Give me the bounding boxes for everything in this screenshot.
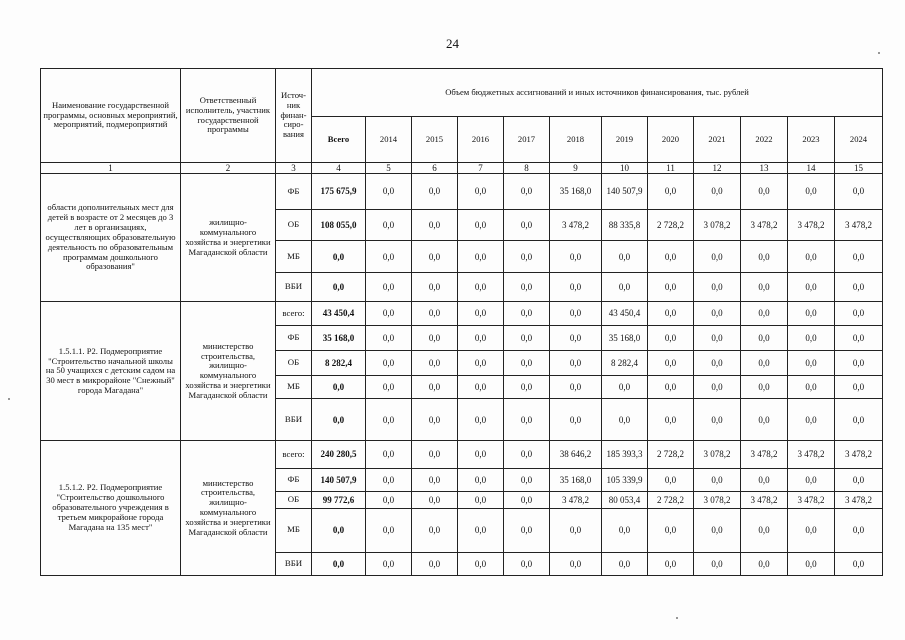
year-value-cell: 0,0: [366, 174, 412, 210]
year-value-cell: 0,0: [366, 441, 412, 468]
year-value-cell: 0,0: [694, 376, 741, 399]
year-value-cell: 0,0: [550, 508, 602, 552]
year-value-cell: 0,0: [602, 241, 648, 273]
year-value-cell: 0,0: [694, 325, 741, 350]
funding-source-cell: МБ: [276, 241, 312, 273]
total-cell: 108 055,0: [312, 209, 366, 241]
total-cell: 0,0: [312, 508, 366, 552]
header-year: 2016: [458, 117, 504, 163]
year-value-cell: 3 478,2: [835, 441, 883, 468]
scan-speck: [878, 52, 880, 54]
year-value-cell: 0,0: [550, 272, 602, 301]
year-value-cell: 0,0: [458, 508, 504, 552]
header-year: 2017: [504, 117, 550, 163]
year-value-cell: 3 478,2: [550, 209, 602, 241]
year-value-cell: 0,0: [694, 468, 741, 491]
year-value-cell: 0,0: [550, 399, 602, 441]
year-value-cell: 0,0: [504, 508, 550, 552]
total-cell: 0,0: [312, 241, 366, 273]
year-value-cell: 0,0: [694, 174, 741, 210]
column-index-cell: 14: [788, 163, 835, 174]
year-value-cell: 0,0: [788, 399, 835, 441]
year-value-cell: 0,0: [788, 272, 835, 301]
year-value-cell: 0,0: [648, 325, 694, 350]
year-value-cell: 0,0: [366, 376, 412, 399]
year-value-cell: 0,0: [788, 508, 835, 552]
year-value-cell: 0,0: [458, 441, 504, 468]
year-value-cell: 0,0: [694, 302, 741, 325]
header-year: 2015: [412, 117, 458, 163]
year-value-cell: 8 282,4: [602, 350, 648, 375]
year-value-cell: 0,0: [788, 376, 835, 399]
year-value-cell: 0,0: [741, 508, 788, 552]
funding-source-cell: ОБ: [276, 209, 312, 241]
year-value-cell: 0,0: [694, 350, 741, 375]
column-index-cell: 1: [41, 163, 181, 174]
year-value-cell: 0,0: [835, 350, 883, 375]
year-value-cell: 0,0: [741, 376, 788, 399]
year-value-cell: 80 053,4: [602, 491, 648, 508]
year-value-cell: 0,0: [504, 302, 550, 325]
year-value-cell: 0,0: [694, 508, 741, 552]
year-value-cell: 0,0: [788, 350, 835, 375]
year-value-cell: 0,0: [835, 302, 883, 325]
header-year: 2020: [648, 117, 694, 163]
column-index-cell: 6: [412, 163, 458, 174]
year-value-cell: 0,0: [412, 552, 458, 575]
header-year: 2018: [550, 117, 602, 163]
year-value-cell: 3 478,2: [788, 441, 835, 468]
funding-source-cell: ВБИ: [276, 399, 312, 441]
year-value-cell: 0,0: [602, 376, 648, 399]
year-value-cell: 0,0: [835, 376, 883, 399]
year-value-cell: 0,0: [458, 350, 504, 375]
year-value-cell: 0,0: [602, 552, 648, 575]
page-number: 24: [446, 36, 459, 51]
year-value-cell: 0,0: [366, 468, 412, 491]
header-year: 2014: [366, 117, 412, 163]
total-cell: 35 168,0: [312, 325, 366, 350]
year-value-cell: 0,0: [412, 174, 458, 210]
executor-cell: жилищно-коммунального хозяйства и энергетики Магаданской области: [181, 174, 276, 302]
year-value-cell: 0,0: [412, 209, 458, 241]
year-value-cell: 0,0: [741, 552, 788, 575]
column-index-cell: 2: [181, 163, 276, 174]
funding-source-cell: МБ: [276, 508, 312, 552]
year-value-cell: 0,0: [788, 174, 835, 210]
funding-source-cell: ФБ: [276, 325, 312, 350]
column-index-cell: 8: [504, 163, 550, 174]
year-value-cell: 0,0: [412, 491, 458, 508]
year-value-cell: 0,0: [366, 350, 412, 375]
year-value-cell: 185 393,3: [602, 441, 648, 468]
year-value-cell: 0,0: [550, 350, 602, 375]
header-total: Всего: [312, 117, 366, 163]
year-value-cell: 0,0: [504, 241, 550, 273]
year-value-cell: 0,0: [412, 399, 458, 441]
year-value-cell: 0,0: [412, 468, 458, 491]
year-value-cell: 0,0: [694, 272, 741, 301]
column-index-cell: 13: [741, 163, 788, 174]
executor-cell: министерство строительства, жилищно-коммунального хозяйства и энергетики Магаданской области: [181, 441, 276, 576]
funding-source-cell: ОБ: [276, 350, 312, 375]
year-value-cell: 0,0: [366, 552, 412, 575]
year-value-cell: 0,0: [835, 272, 883, 301]
total-cell: 0,0: [312, 376, 366, 399]
year-value-cell: 0,0: [366, 241, 412, 273]
year-value-cell: 0,0: [550, 241, 602, 273]
year-value-cell: 0,0: [550, 376, 602, 399]
year-value-cell: 105 339,9: [602, 468, 648, 491]
funding-source-cell: ВБИ: [276, 272, 312, 301]
year-value-cell: 0,0: [648, 350, 694, 375]
column-index-cell: 10: [602, 163, 648, 174]
funding-source-cell: ФБ: [276, 174, 312, 210]
header-year: 2022: [741, 117, 788, 163]
column-index-cell: 15: [835, 163, 883, 174]
year-value-cell: 0,0: [835, 399, 883, 441]
year-value-cell: 0,0: [504, 552, 550, 575]
column-index-cell: 11: [648, 163, 694, 174]
year-value-cell: 0,0: [835, 508, 883, 552]
year-value-cell: 3 478,2: [741, 491, 788, 508]
year-value-cell: 0,0: [504, 325, 550, 350]
year-value-cell: 0,0: [648, 302, 694, 325]
year-value-cell: 2 728,2: [648, 491, 694, 508]
year-value-cell: 0,0: [412, 325, 458, 350]
year-value-cell: 3 078,2: [694, 441, 741, 468]
program-name-cell: 1.5.1.2. Р2. Подмероприятие "Строительство дошкольного образовательного учреждения в третьем микрорайоне города Магадана на 135 мест": [41, 441, 181, 576]
year-value-cell: 35 168,0: [602, 325, 648, 350]
total-cell: 99 772,6: [312, 491, 366, 508]
year-value-cell: 0,0: [835, 552, 883, 575]
year-value-cell: 0,0: [648, 552, 694, 575]
year-value-cell: 0,0: [741, 272, 788, 301]
year-value-cell: 0,0: [458, 325, 504, 350]
total-cell: 175 675,9: [312, 174, 366, 210]
year-value-cell: 0,0: [694, 241, 741, 273]
funding-source-cell: ВБИ: [276, 552, 312, 575]
year-value-cell: 0,0: [504, 174, 550, 210]
funding-source-cell: всего:: [276, 302, 312, 325]
year-value-cell: 0,0: [412, 302, 458, 325]
year-value-cell: 0,0: [741, 325, 788, 350]
column-index-cell: 5: [366, 163, 412, 174]
year-value-cell: 0,0: [366, 272, 412, 301]
header-source: Источ-ник финан-сиро-вания: [276, 69, 312, 163]
executor-cell: министерство строительства, жилищно-коммунального хозяйства и энергетики Магаданской области: [181, 302, 276, 441]
year-value-cell: 3 478,2: [741, 209, 788, 241]
year-value-cell: 0,0: [412, 441, 458, 468]
year-value-cell: 2 728,2: [648, 441, 694, 468]
funding-source-cell: всего:: [276, 441, 312, 468]
table-body: [41, 174, 883, 576]
year-value-cell: 88 335,8: [602, 209, 648, 241]
year-value-cell: 0,0: [458, 491, 504, 508]
year-value-cell: 0,0: [694, 552, 741, 575]
year-value-cell: 3 078,2: [694, 209, 741, 241]
table-row: [41, 174, 883, 210]
year-value-cell: 3 478,2: [788, 209, 835, 241]
year-value-cell: 0,0: [550, 325, 602, 350]
funding-source-cell: ОБ: [276, 491, 312, 508]
funding-source-cell: МБ: [276, 376, 312, 399]
year-value-cell: 0,0: [366, 209, 412, 241]
year-value-cell: 0,0: [504, 399, 550, 441]
year-value-cell: 0,0: [648, 508, 694, 552]
year-value-cell: 3 478,2: [835, 491, 883, 508]
year-value-cell: 0,0: [835, 174, 883, 210]
year-value-cell: 0,0: [458, 376, 504, 399]
year-value-cell: 35 168,0: [550, 174, 602, 210]
year-value-cell: 0,0: [504, 491, 550, 508]
year-value-cell: 0,0: [458, 399, 504, 441]
total-cell: 0,0: [312, 552, 366, 575]
year-value-cell: 0,0: [648, 174, 694, 210]
year-value-cell: 0,0: [694, 399, 741, 441]
year-value-cell: 0,0: [741, 174, 788, 210]
year-value-cell: 0,0: [412, 272, 458, 301]
year-value-cell: 3 478,2: [550, 491, 602, 508]
year-value-cell: 0,0: [788, 241, 835, 273]
total-cell: 240 280,5: [312, 441, 366, 468]
year-value-cell: 3 478,2: [788, 491, 835, 508]
year-value-cell: 0,0: [835, 325, 883, 350]
year-value-cell: 2 728,2: [648, 209, 694, 241]
year-value-cell: 0,0: [458, 209, 504, 241]
table-row: [41, 441, 883, 468]
total-cell: 0,0: [312, 399, 366, 441]
year-value-cell: 0,0: [504, 272, 550, 301]
year-value-cell: 0,0: [550, 302, 602, 325]
year-value-cell: 0,0: [741, 302, 788, 325]
year-value-cell: 0,0: [648, 399, 694, 441]
year-value-cell: 3 078,2: [694, 491, 741, 508]
year-value-cell: 0,0: [504, 376, 550, 399]
header-budget: Объем бюджетных ассигнований и иных источников финансирования, тыс. рублей: [312, 69, 883, 117]
column-index-cell: 4: [312, 163, 366, 174]
year-value-cell: 0,0: [458, 174, 504, 210]
scan-speck: [8, 398, 10, 400]
total-cell: 0,0: [312, 272, 366, 301]
total-cell: 140 507,9: [312, 468, 366, 491]
year-value-cell: 0,0: [741, 241, 788, 273]
year-value-cell: 0,0: [648, 468, 694, 491]
year-value-cell: 3 478,2: [741, 441, 788, 468]
total-cell: 43 450,4: [312, 302, 366, 325]
year-value-cell: 35 168,0: [550, 468, 602, 491]
year-value-cell: 0,0: [741, 399, 788, 441]
column-index-cell: 9: [550, 163, 602, 174]
program-name-cell: 1.5.1.1. Р2. Подмероприятие "Строительство начальной школы на 50 учащихся с детским садом на 30 мест в микрорайоне "Снежный" города Магадана": [41, 302, 181, 441]
year-value-cell: 0,0: [366, 399, 412, 441]
year-value-cell: 0,0: [835, 468, 883, 491]
year-value-cell: 0,0: [602, 399, 648, 441]
budget-table: [40, 68, 883, 576]
year-value-cell: 0,0: [602, 272, 648, 301]
header-year: 2019: [602, 117, 648, 163]
year-value-cell: 0,0: [648, 241, 694, 273]
year-value-cell: 0,0: [788, 552, 835, 575]
scan-speck: [676, 617, 678, 619]
year-value-cell: 0,0: [504, 441, 550, 468]
column-index-cell: 3: [276, 163, 312, 174]
year-value-cell: 0,0: [366, 491, 412, 508]
year-value-cell: 0,0: [788, 325, 835, 350]
year-value-cell: 0,0: [788, 302, 835, 325]
year-value-cell: 0,0: [788, 468, 835, 491]
year-value-cell: 0,0: [366, 508, 412, 552]
year-value-cell: 0,0: [741, 350, 788, 375]
year-value-cell: 0,0: [412, 350, 458, 375]
total-cell: 8 282,4: [312, 350, 366, 375]
year-value-cell: 0,0: [458, 302, 504, 325]
header-year: 2024: [835, 117, 883, 163]
column-index-cell: 7: [458, 163, 504, 174]
year-value-cell: 0,0: [504, 468, 550, 491]
year-value-cell: 0,0: [412, 376, 458, 399]
year-value-cell: 0,0: [458, 468, 504, 491]
table-header: [41, 69, 883, 174]
header-year: 2021: [694, 117, 741, 163]
funding-source-cell: ФБ: [276, 468, 312, 491]
year-value-cell: 0,0: [648, 272, 694, 301]
year-value-cell: 0,0: [412, 241, 458, 273]
year-value-cell: 0,0: [602, 508, 648, 552]
year-value-cell: 0,0: [366, 302, 412, 325]
header-executor: Ответственный исполнитель, участник государственной программы: [181, 69, 276, 163]
year-value-cell: 0,0: [648, 376, 694, 399]
year-value-cell: 0,0: [458, 552, 504, 575]
year-value-cell: 43 450,4: [602, 302, 648, 325]
header-year: 2023: [788, 117, 835, 163]
column-index-cell: 12: [694, 163, 741, 174]
year-value-cell: 3 478,2: [835, 209, 883, 241]
year-value-cell: 0,0: [458, 241, 504, 273]
program-name-cell: области дополнительных мест для детей в возрасте от 2 месяцев до 3 лет в организациях, осуществляющих образовательную деятельность по образовательным программам дошкольного образования": [41, 174, 181, 302]
year-value-cell: 0,0: [504, 350, 550, 375]
year-value-cell: 0,0: [458, 272, 504, 301]
year-value-cell: 0,0: [366, 325, 412, 350]
year-value-cell: 0,0: [550, 552, 602, 575]
year-value-cell: 0,0: [412, 508, 458, 552]
year-value-cell: 0,0: [835, 241, 883, 273]
year-value-cell: 0,0: [504, 209, 550, 241]
header-name: Наименование государственной программы, основных мероприятий, мероприятий, подмероприятий: [41, 69, 181, 163]
year-value-cell: 38 646,2: [550, 441, 602, 468]
column-index-row: [41, 163, 883, 174]
year-value-cell: 140 507,9: [602, 174, 648, 210]
table-row: [41, 302, 883, 325]
year-value-cell: 0,0: [741, 468, 788, 491]
